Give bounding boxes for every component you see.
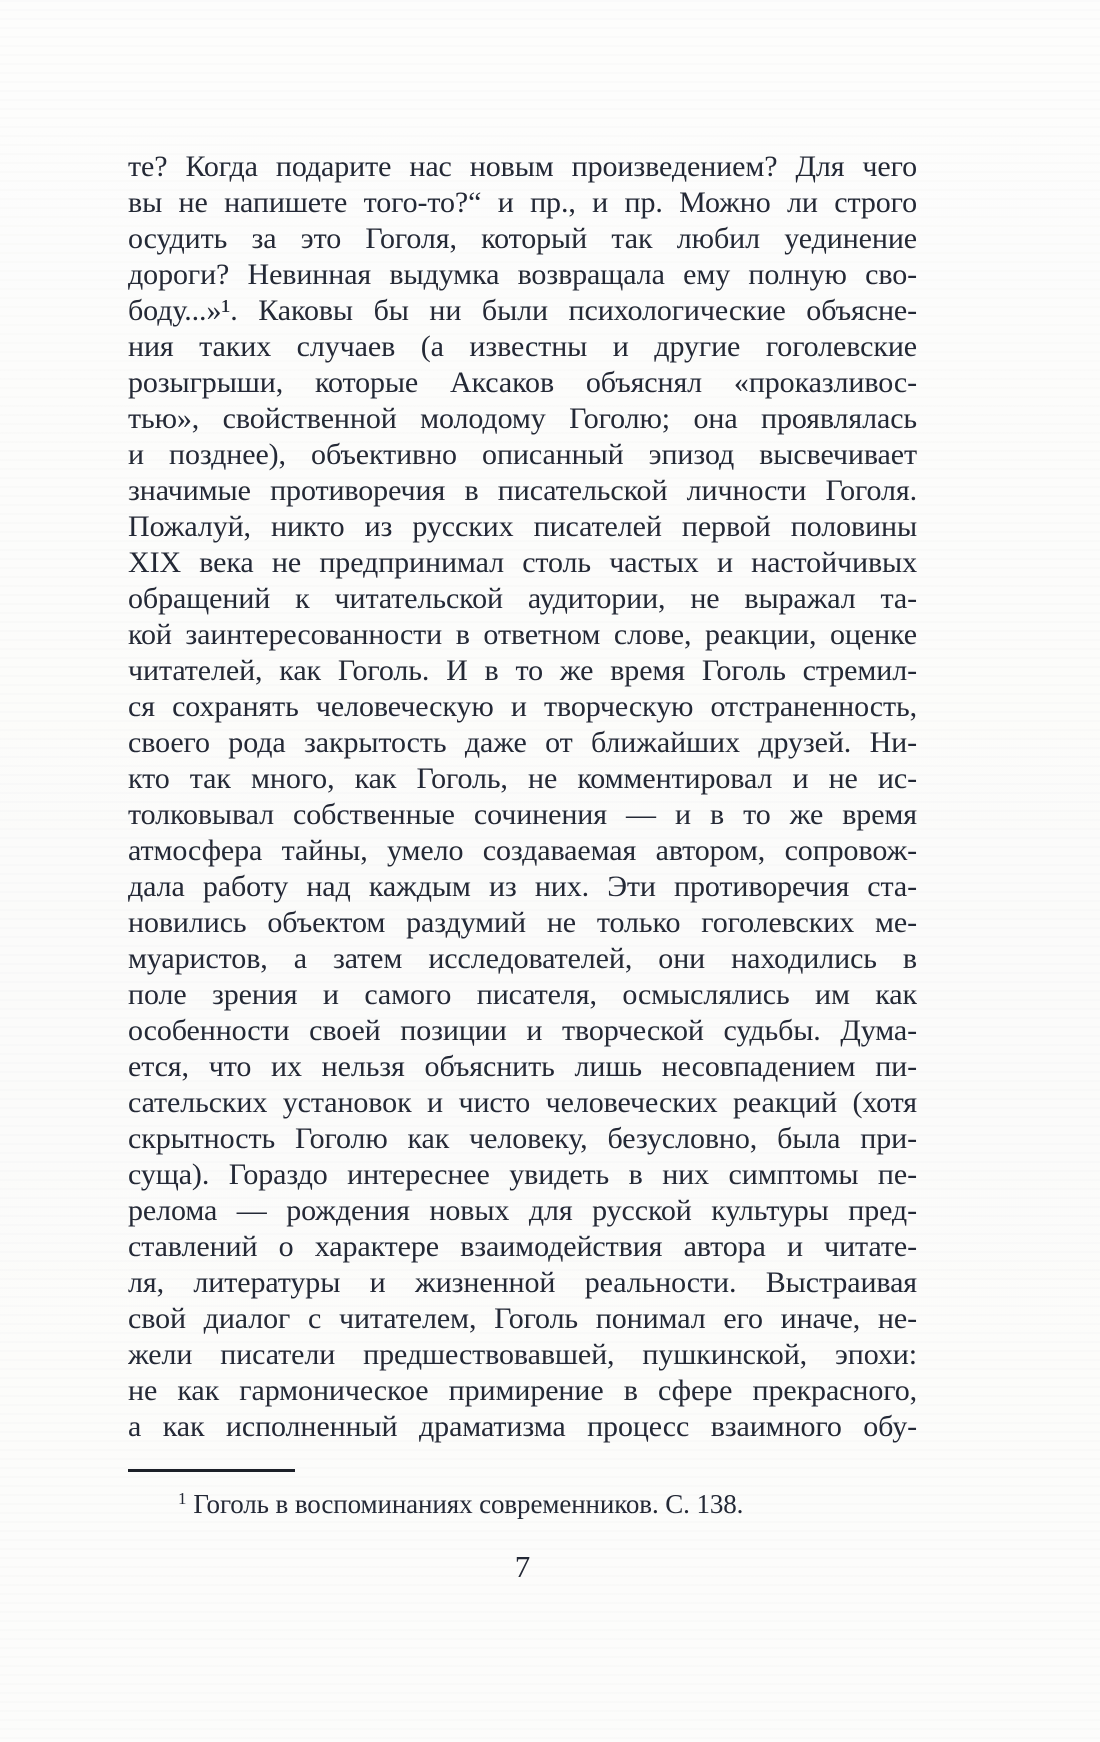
- text-line: поле зрения и самого писателя, осмыслялись им как: [128, 978, 917, 1011]
- text-line: атмосфера тайны, умело создаваемая автором, сопровож-: [128, 834, 917, 867]
- footnote-marker: 1: [178, 1489, 187, 1508]
- text-line: XIX века не предпринимал столь частых и настойчивых: [128, 546, 917, 579]
- text-line: вы не напишете того-то?“ и пр., и пр. Можно ли строго: [128, 186, 917, 219]
- footnote: [128, 1487, 917, 1525]
- text-line: жели писатели предшествовавшей, пушкинской, эпохи:: [128, 1338, 917, 1371]
- text-line: своего рода закрытость даже от ближайших друзей. Ни-: [128, 726, 917, 759]
- text-line: значимые противоречия в писательской личности Гоголя.: [128, 474, 917, 507]
- text-line: Пожалуй, никто из русских писателей первой половины: [128, 510, 917, 543]
- text-line: кой заинтересованности в ответном слове, реакции, оценке: [128, 618, 917, 651]
- text-line: те? Когда подарите нас новым произведением? Для чего: [128, 150, 917, 183]
- text-line: обращений к читательской аудитории, не выражал та-: [128, 582, 917, 615]
- text-line: ется, что их нельзя объяснить лишь несовпадением пи-: [128, 1050, 917, 1083]
- text-line: ля, литературы и жизненной реальности. Выстраивая: [128, 1266, 917, 1299]
- text-line: свой диалог с читателем, Гоголь понимал его иначе, не-: [128, 1302, 917, 1335]
- text-line: читателей, как Гоголь. И в то же время Гоголь стремил-: [128, 654, 917, 687]
- footnote-text: Гоголь в воспоминаниях современников. С. 138.: [193, 1489, 744, 1519]
- text-line: толковывал собственные сочинения — и в то же время: [128, 798, 917, 831]
- text-line: ставлений о характере взаимодействия автора и читате-: [128, 1230, 917, 1263]
- text-line: релома — рождения новых для русской культуры пред-: [128, 1194, 917, 1227]
- body-text: [128, 149, 917, 1445]
- text-line: сательских установок и чисто человеческих реакций (хотя: [128, 1086, 917, 1119]
- text-line: новились объектом раздумий не только гоголевских ме-: [128, 906, 917, 939]
- footnote-separator: [128, 1469, 295, 1472]
- text-line: особенности своей позиции и творческой судьбы. Дума-: [128, 1014, 917, 1047]
- text-line: и позднее), объективно описанный эпизод высвечивает: [128, 438, 917, 471]
- text-line: ся сохранять человеческую и творческую отстраненность,: [128, 690, 917, 723]
- page-number: 7: [514, 1549, 531, 1584]
- text-line: а как исполненный драматизма процесс взаимного обу-: [128, 1410, 917, 1443]
- text-line: дороги? Невинная выдумка возвращала ему полную сво-: [128, 258, 917, 291]
- text-line: скрытность Гоголю как человеку, безусловно, была при-: [128, 1122, 917, 1155]
- text-line: не как гармоническое примирение в сфере прекрасного,: [128, 1374, 917, 1407]
- text-line: тью», свойственной молодому Гоголю; она проявлялась: [128, 402, 917, 435]
- text-line: боду...»¹. Каковы бы ни были психологические объясне-: [128, 294, 917, 327]
- text-line: розыгрыши, которые Аксаков объяснял «проказливос-: [128, 366, 917, 399]
- text-line: суща). Гораздо интереснее увидеть в них симптомы пе-: [128, 1158, 917, 1191]
- text-line: муаристов, а затем исследователей, они находились в: [128, 942, 917, 975]
- text-line: дала работу над каждым из них. Эти противоречия ста-: [128, 870, 917, 903]
- text-line: кто так много, как Гоголь, не комментировал и не ис-: [128, 762, 917, 795]
- text-line: осудить за это Гоголя, который так любил уединение: [128, 222, 917, 255]
- text-line: ния таких случаев (а известны и другие гоголевские: [128, 330, 917, 363]
